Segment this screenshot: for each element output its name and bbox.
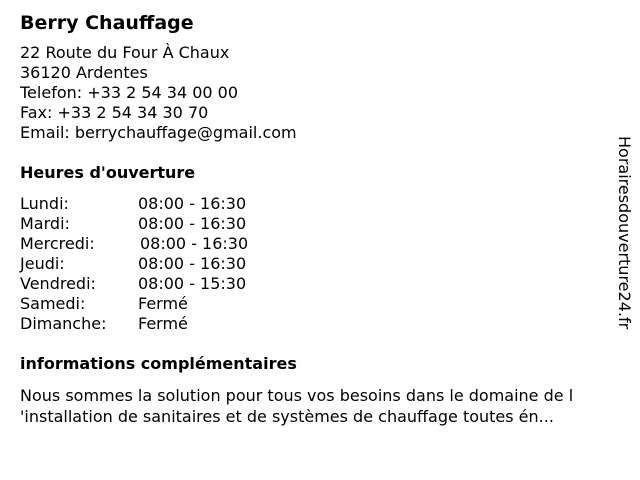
hours-time: 08:00 - 16:30 xyxy=(138,214,247,233)
hours-day: Mercredi: xyxy=(20,234,95,253)
hours-day: Dimanche: xyxy=(20,314,107,333)
hours-row xyxy=(20,234,320,254)
hours-day: Lundi: xyxy=(20,194,69,213)
hours-time: Fermé xyxy=(138,294,188,313)
hours-row xyxy=(20,274,320,294)
opening-hours-heading: Heures d'ouverture xyxy=(20,163,196,182)
hours-time: 08:00 - 15:30 xyxy=(138,274,247,293)
additional-info-text xyxy=(20,385,625,427)
additional-info-line: 'installation de sanitaires et de systèmes de chauffage toutes én... xyxy=(20,407,554,426)
opening-hours-table xyxy=(20,194,320,334)
site-watermark: Horairesdouverture24.fr xyxy=(615,136,634,330)
business-name: Berry Chauffage xyxy=(20,12,194,34)
phone-number: Telefon: +33 2 54 34 00 00 xyxy=(20,83,239,102)
hours-time: 08:00 - 16:30 xyxy=(138,254,247,273)
additional-info-line: Nous sommes la solution pour tous vos besoins dans le domaine de l xyxy=(20,386,574,405)
email-address: Email: berrychauffage@gmail.com xyxy=(20,123,297,142)
hours-day: Vendredi: xyxy=(20,274,96,293)
hours-time: 08:00 - 16:30 xyxy=(138,194,247,213)
hours-day: Samedi: xyxy=(20,294,86,313)
address-street: 22 Route du Four À Chaux xyxy=(20,43,230,62)
fax-number: Fax: +33 2 54 34 30 70 xyxy=(20,103,209,122)
contact-block xyxy=(20,43,297,143)
hours-row xyxy=(20,214,320,234)
additional-info-heading: informations complémentaires xyxy=(20,354,297,373)
hours-row xyxy=(20,314,320,334)
hours-day: Jeudi: xyxy=(20,254,65,273)
hours-row xyxy=(20,254,320,274)
hours-time: 08:00 - 16:30 xyxy=(140,234,249,253)
hours-row xyxy=(20,294,320,314)
hours-time: Fermé xyxy=(138,314,188,333)
address-city: 36120 Ardentes xyxy=(20,63,148,82)
hours-day: Mardi: xyxy=(20,214,70,233)
hours-row xyxy=(20,194,320,214)
